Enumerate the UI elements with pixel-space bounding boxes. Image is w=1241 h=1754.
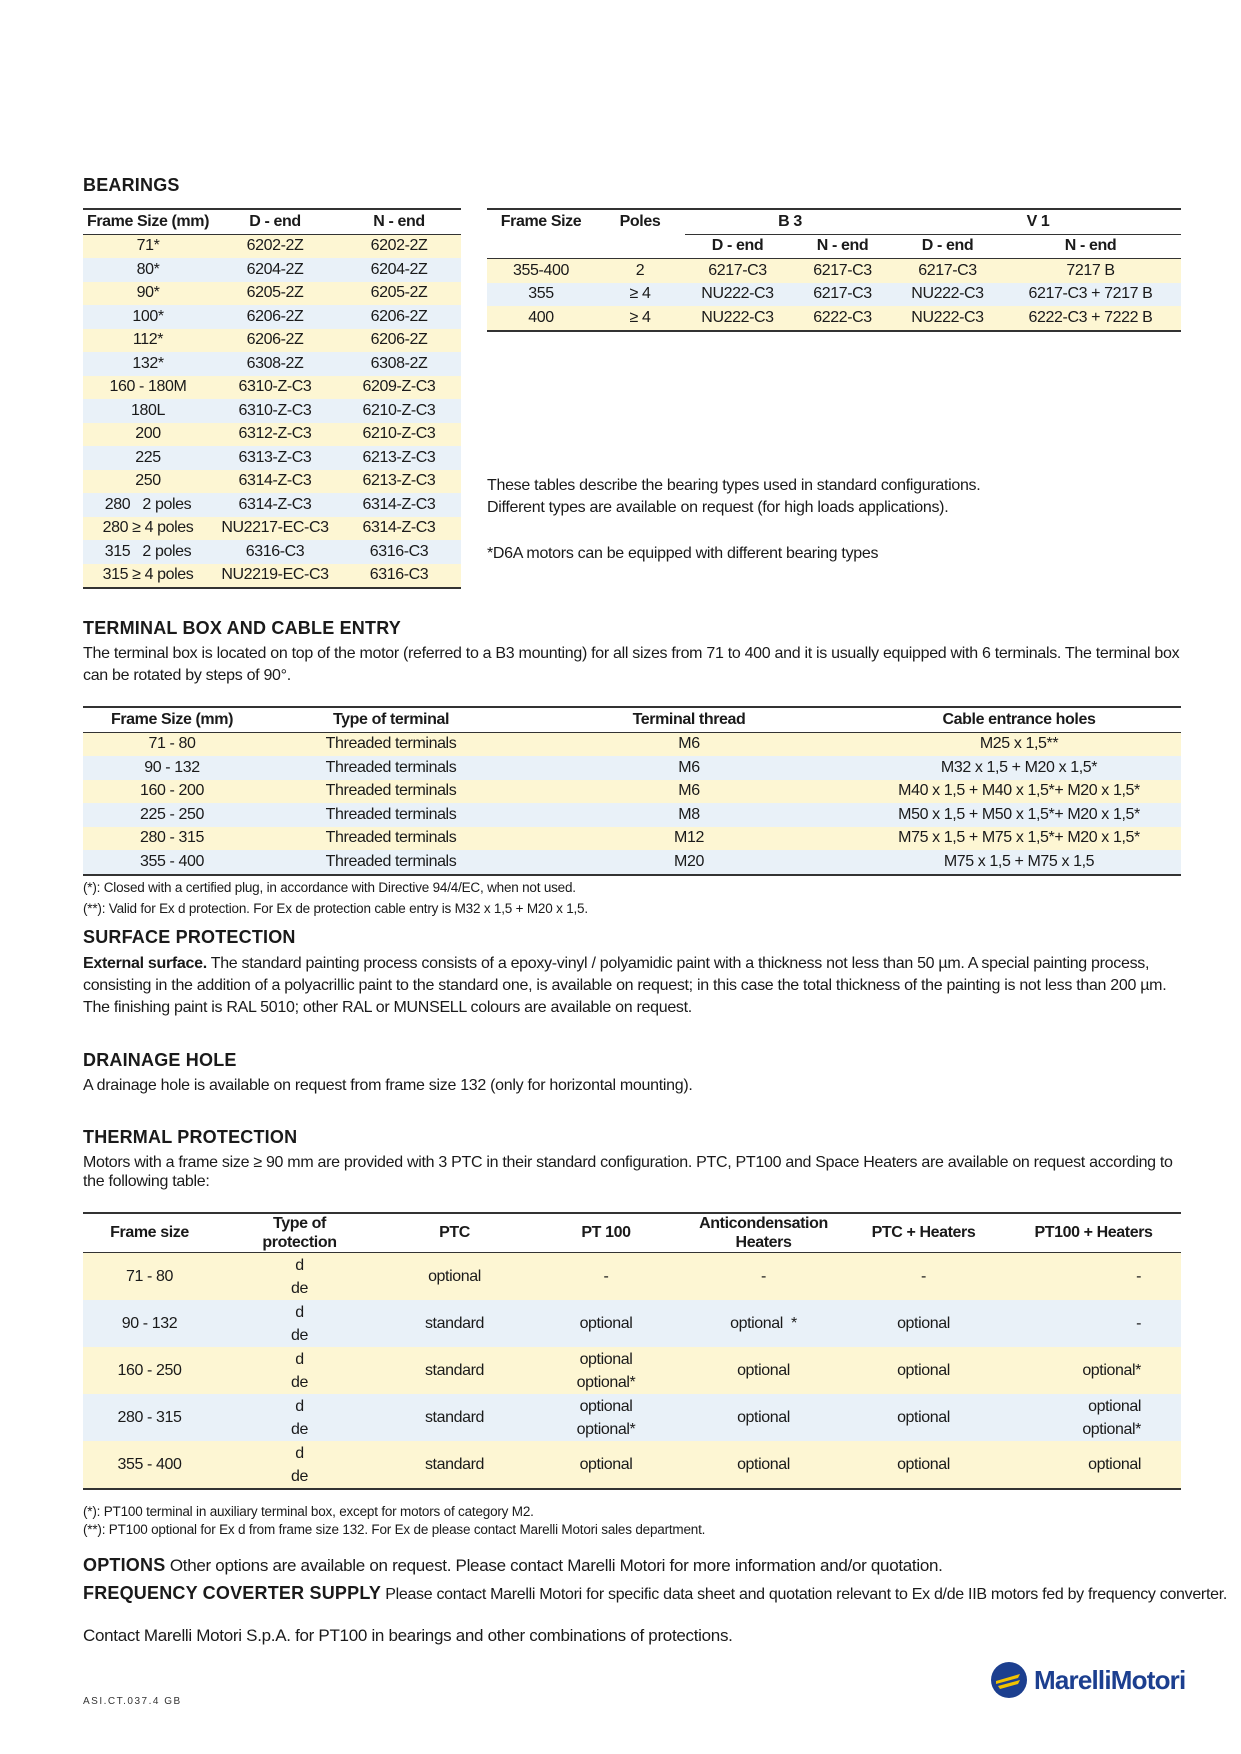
terminal-type-cell: Threaded terminals bbox=[261, 756, 521, 780]
table-row bbox=[83, 780, 1181, 804]
terminal-title: TERMINAL BOX AND CABLE ENTRY bbox=[83, 618, 401, 638]
frame-size-cell: 355-400 bbox=[487, 259, 595, 283]
anticondensation-cell: optional bbox=[686, 1441, 841, 1489]
frame-size-cell: 160 - 180M bbox=[83, 376, 213, 400]
bearings-note-1: These tables describe the bearing types used in standard configurations. bbox=[487, 477, 981, 494]
bearings-title: BEARINGS bbox=[83, 175, 180, 195]
n-end-cell: 6210-Z-C3 bbox=[337, 423, 461, 447]
ptc-heaters-cell: - bbox=[841, 1253, 1006, 1301]
poles-cell: ≥ 4 bbox=[595, 306, 685, 331]
terminal-note-1: (*): Closed with a certified plug, in accordance with Directive 94/4/EC, when not used. bbox=[83, 880, 576, 895]
v1-n-end-cell: 6217-C3 + 7217 B bbox=[1000, 283, 1181, 307]
frame-size-cell: 225 bbox=[83, 446, 213, 470]
terminal-thread-cell: M8 bbox=[521, 803, 857, 827]
frame-size-cell: 71 - 80 bbox=[83, 1253, 216, 1301]
col-pt100-heaters: PT100 + Heaters bbox=[1034, 1224, 1153, 1241]
v1-n-end-cell: 7217 B bbox=[1000, 259, 1181, 283]
frequency-text: Please contact Marelli Motori for specific data sheet and quotation relevant to Ex d/de IIB motors fed by frequency converter. bbox=[385, 1586, 1227, 1603]
col-d-end: D - end bbox=[249, 212, 301, 230]
options-line bbox=[83, 1554, 943, 1577]
frame-size-cell: 200 bbox=[83, 423, 213, 447]
ptc-heaters-cell: optional bbox=[841, 1300, 1006, 1347]
col-type-protection: Type of protection bbox=[262, 1215, 337, 1251]
cable-entrance-cell: M75 x 1,5 + M75 x 1,5*+ M20 x 1,5* bbox=[857, 827, 1181, 851]
b3-d-end-cell: 6217-C3 bbox=[685, 259, 790, 283]
table-row bbox=[83, 803, 1181, 827]
col-poles: Poles bbox=[619, 213, 661, 230]
table-row bbox=[83, 850, 1181, 875]
d-end-cell: 6204-2Z bbox=[213, 258, 337, 282]
terminal-thread-cell: M6 bbox=[521, 780, 857, 804]
pt100-cell: - bbox=[526, 1253, 686, 1301]
v1-n-end-cell: 6222-C3 + 7222 B bbox=[1000, 306, 1181, 331]
frame-size-cell: 355 - 400 bbox=[83, 1441, 216, 1489]
protection-type-cell: d de bbox=[216, 1253, 383, 1301]
marelli-logo-icon bbox=[990, 1661, 1028, 1699]
col-cable-entrance: Cable entrance holes bbox=[942, 710, 1096, 728]
terminal-thread-cell: M6 bbox=[521, 756, 857, 780]
n-end-cell: 6316-C3 bbox=[337, 540, 461, 564]
table-row bbox=[83, 517, 461, 541]
frame-size-cell: 90* bbox=[83, 282, 213, 306]
thermal-table bbox=[83, 1212, 1181, 1490]
terminal-note-2: (**): Valid for Ex d protection. For Ex de protection cable entry is M32 x 1,5 + M20 x 1,5. bbox=[83, 901, 588, 916]
table-row bbox=[83, 1441, 1181, 1489]
d-end-cell: 6312-Z-C3 bbox=[213, 423, 337, 447]
table-row bbox=[83, 1300, 1181, 1347]
d-end-cell: NU2217-EC-C3 bbox=[213, 517, 337, 541]
pt100-cell: optional bbox=[526, 1300, 686, 1347]
anticondensation-cell: optional bbox=[686, 1394, 841, 1441]
protection-type-cell: d de bbox=[216, 1441, 383, 1489]
n-end-cell: 6209-Z-C3 bbox=[337, 376, 461, 400]
frequency-title: FREQUENCY COVERTER SUPPLY bbox=[83, 1583, 382, 1603]
table-row bbox=[83, 827, 1181, 851]
ptc-heaters-cell: optional bbox=[841, 1441, 1006, 1489]
thermal-title: THERMAL PROTECTION bbox=[83, 1127, 298, 1147]
thermal-note-2: (**): PT100 optional for Ex d from frame size 132. For Ex de please contact Marelli Motori sales department. bbox=[83, 1522, 706, 1537]
terminal-type-cell: Threaded terminals bbox=[261, 803, 521, 827]
col-frame-size: Frame size bbox=[110, 1224, 189, 1241]
v1-d-end-cell: NU222-C3 bbox=[895, 306, 1000, 331]
d-end-cell: 6313-Z-C3 bbox=[213, 446, 337, 470]
n-end-cell: 6314-Z-C3 bbox=[337, 517, 461, 541]
col-n-end: N - end bbox=[373, 212, 425, 230]
surface-text bbox=[83, 953, 1183, 1019]
d-end-cell: 6310-Z-C3 bbox=[213, 399, 337, 423]
frame-size-cell: 280 - 315 bbox=[83, 1394, 216, 1441]
frame-size-cell: 355 bbox=[487, 283, 595, 307]
frame-size-cell: 132* bbox=[83, 352, 213, 376]
col-b3-n-end: N - end bbox=[816, 237, 869, 255]
table-row bbox=[83, 329, 461, 353]
table-row bbox=[83, 564, 461, 589]
table-row bbox=[83, 1347, 1181, 1394]
frame-size-cell: 250 bbox=[83, 470, 213, 494]
pt100-heaters-cell: optional optional* bbox=[1006, 1394, 1181, 1441]
frame-size-cell: 280 ≥ 4 poles bbox=[83, 517, 213, 541]
drainage-title: DRAINAGE HOLE bbox=[83, 1050, 237, 1070]
table-row bbox=[487, 306, 1181, 331]
b3-n-end-cell: 6217-C3 bbox=[790, 283, 895, 307]
table-row bbox=[487, 259, 1181, 283]
table-row bbox=[83, 470, 461, 494]
col-b3-d-end: D - end bbox=[711, 237, 764, 255]
col-terminal-thread: Terminal thread bbox=[632, 710, 746, 728]
pt100-cell: optional optional* bbox=[526, 1347, 686, 1394]
drainage-text: A drainage hole is available on request from frame size 132 (only for horizontal mounting). bbox=[83, 1077, 693, 1094]
poles-cell: 2 bbox=[595, 259, 685, 283]
frame-size-cell: 180L bbox=[83, 399, 213, 423]
n-end-cell: 6210-Z-C3 bbox=[337, 399, 461, 423]
b3-d-end-cell: NU222-C3 bbox=[685, 283, 790, 307]
d-end-cell: 6314-Z-C3 bbox=[213, 493, 337, 517]
table-row bbox=[83, 1394, 1181, 1441]
frame-size-cell: 90 - 132 bbox=[83, 756, 261, 780]
d-end-cell: 6310-Z-C3 bbox=[213, 376, 337, 400]
pt100-cell: optional optional* bbox=[526, 1394, 686, 1441]
frame-size-cell: 71 - 80 bbox=[83, 732, 261, 756]
ptc-cell: standard bbox=[383, 1394, 526, 1441]
n-end-cell: 6206-2Z bbox=[337, 305, 461, 329]
thermal-text: Motors with a frame size ≥ 90 mm are provided with 3 PTC in their standard configuration. PTC, PT100 and Space Heaters are available on request according to the following table: bbox=[83, 1154, 1173, 1190]
n-end-cell: 6206-2Z bbox=[337, 329, 461, 353]
table-row bbox=[83, 756, 1181, 780]
n-end-cell: 6204-2Z bbox=[337, 258, 461, 282]
n-end-cell: 6213-Z-C3 bbox=[337, 446, 461, 470]
terminal-type-cell: Threaded terminals bbox=[261, 780, 521, 804]
frame-size-cell: 315 ≥ 4 poles bbox=[83, 564, 213, 589]
ptc-cell: standard bbox=[383, 1300, 526, 1347]
anticondensation-cell: optional bbox=[686, 1347, 841, 1394]
col-frame-size: Frame Size (mm) bbox=[86, 212, 210, 230]
d-end-cell: 6314-Z-C3 bbox=[213, 470, 337, 494]
table-row bbox=[83, 258, 461, 282]
frame-size-cell: 400 bbox=[487, 306, 595, 331]
thermal-note-1: (*): PT100 terminal in auxiliary terminal box, except for motors of category M2. bbox=[83, 1504, 534, 1519]
document-code: ASI.CT.037.4 GB bbox=[83, 1696, 182, 1707]
surface-lead: External surface. bbox=[83, 955, 207, 972]
frame-size-cell: 355 - 400 bbox=[83, 850, 261, 875]
table-row bbox=[83, 1253, 1181, 1301]
brand-logo bbox=[990, 1661, 1185, 1699]
table-row bbox=[83, 234, 461, 258]
brand-name: MarelliMotori bbox=[1034, 1664, 1186, 1695]
pt100-heaters-cell: - bbox=[1006, 1253, 1181, 1301]
ptc-cell: standard bbox=[383, 1441, 526, 1489]
col-anticondensation: Anticondensation Heaters bbox=[699, 1215, 828, 1251]
pt100-heaters-cell: optional bbox=[1006, 1441, 1181, 1489]
frame-size-cell: 315 2 poles bbox=[83, 540, 213, 564]
v1-d-end-cell: NU222-C3 bbox=[895, 283, 1000, 307]
table-row bbox=[83, 423, 461, 447]
col-b3: B 3 bbox=[685, 209, 895, 234]
table-row bbox=[83, 282, 461, 306]
n-end-cell: 6314-Z-C3 bbox=[337, 493, 461, 517]
frame-size-cell: 280 2 poles bbox=[83, 493, 213, 517]
d-end-cell: 6205-2Z bbox=[213, 282, 337, 306]
terminal-thread-cell: M20 bbox=[521, 850, 857, 875]
protection-type-cell: d de bbox=[216, 1347, 383, 1394]
poles-cell: ≥ 4 bbox=[595, 283, 685, 307]
frame-size-cell: 160 - 200 bbox=[83, 780, 261, 804]
frame-size-cell: 100* bbox=[83, 305, 213, 329]
col-v1: V 1 bbox=[895, 209, 1181, 234]
surface-title: SURFACE PROTECTION bbox=[83, 927, 296, 947]
surface-body: The standard painting process consists of a epoxy-vinyl / polyamidic paint with a thickness not less than 50 µm. A special painting process, consisting in the addition of a polyacrillic paint to the standard one, is available on request; in this case the total thickness of the painting is not less than 200 µm. The finishing paint is RAL 5010; other RAL or MUNSELL colours are available on request. bbox=[83, 955, 1167, 1016]
bearings-table-small bbox=[83, 208, 461, 589]
n-end-cell: 6308-2Z bbox=[337, 352, 461, 376]
cable-entrance-cell: M25 x 1,5** bbox=[857, 732, 1181, 756]
col-frame-size: Frame Size (mm) bbox=[110, 710, 234, 728]
frame-size-cell: 112* bbox=[83, 329, 213, 353]
table-row bbox=[83, 352, 461, 376]
d-end-cell: 6206-2Z bbox=[213, 305, 337, 329]
terminal-text: The terminal box is located on top of the motor (referred to a B3 mounting) for all sizes from 71 to 400 and it is usually equipped with 6 terminals. The terminal box can be rotated by steps of 90°. bbox=[83, 645, 1180, 684]
terminal-thread-cell: M12 bbox=[521, 827, 857, 851]
b3-n-end-cell: 6222-C3 bbox=[790, 306, 895, 331]
d-end-cell: 6206-2Z bbox=[213, 329, 337, 353]
terminal-table bbox=[83, 706, 1181, 876]
table-row bbox=[83, 376, 461, 400]
table-row bbox=[83, 446, 461, 470]
col-frame-size: Frame Size bbox=[500, 213, 582, 230]
frame-size-cell: 71* bbox=[83, 234, 213, 258]
v1-d-end-cell: 6217-C3 bbox=[895, 259, 1000, 283]
ptc-cell: optional bbox=[383, 1253, 526, 1301]
table-row bbox=[83, 540, 461, 564]
terminal-type-cell: Threaded terminals bbox=[261, 732, 521, 756]
pt100-cell: optional bbox=[526, 1441, 686, 1489]
protection-type-cell: d de bbox=[216, 1394, 383, 1441]
bearings-note-2: Different types are available on request (for high loads applications). bbox=[487, 499, 949, 516]
terminal-type-cell: Threaded terminals bbox=[261, 827, 521, 851]
col-type-terminal: Type of terminal bbox=[333, 710, 449, 728]
d-end-cell: 6308-2Z bbox=[213, 352, 337, 376]
frame-size-cell: 280 - 315 bbox=[83, 827, 261, 851]
pt100-heaters-cell: - bbox=[1006, 1300, 1181, 1347]
cable-entrance-cell: M32 x 1,5 + M20 x 1,5* bbox=[857, 756, 1181, 780]
frequency-line bbox=[83, 1582, 1227, 1606]
bearings-note-3: *D6A motors can be equipped with different bearing types bbox=[487, 545, 879, 562]
d-end-cell: NU2219-EC-C3 bbox=[213, 564, 337, 589]
n-end-cell: 6213-Z-C3 bbox=[337, 470, 461, 494]
b3-d-end-cell: NU222-C3 bbox=[685, 306, 790, 331]
frame-size-cell: 90 - 132 bbox=[83, 1300, 216, 1347]
anticondensation-cell: optional * bbox=[686, 1300, 841, 1347]
frame-size-cell: 80* bbox=[83, 258, 213, 282]
terminal-type-cell: Threaded terminals bbox=[261, 850, 521, 875]
cable-entrance-cell: M40 x 1,5 + M40 x 1,5*+ M20 x 1,5* bbox=[857, 780, 1181, 804]
ptc-heaters-cell: optional bbox=[841, 1347, 1006, 1394]
d-end-cell: 6316-C3 bbox=[213, 540, 337, 564]
frame-size-cell: 225 - 250 bbox=[83, 803, 261, 827]
table-row bbox=[83, 399, 461, 423]
b3-n-end-cell: 6217-C3 bbox=[790, 259, 895, 283]
table-row bbox=[487, 283, 1181, 307]
d-end-cell: 6202-2Z bbox=[213, 234, 337, 258]
contact-text: Contact Marelli Motori S.p.A. for PT100 in bearings and other combinations of protections. bbox=[83, 1626, 733, 1645]
terminal-thread-cell: M6 bbox=[521, 732, 857, 756]
n-end-cell: 6316-C3 bbox=[337, 564, 461, 589]
ptc-cell: standard bbox=[383, 1347, 526, 1394]
cable-entrance-cell: M75 x 1,5 + M75 x 1,5 bbox=[857, 850, 1181, 875]
col-ptc-heaters: PTC + Heaters bbox=[871, 1224, 976, 1241]
col-v1-n-end: N - end bbox=[1064, 237, 1117, 255]
n-end-cell: 6205-2Z bbox=[337, 282, 461, 306]
anticondensation-cell: - bbox=[686, 1253, 841, 1301]
col-pt100: PT 100 bbox=[581, 1224, 631, 1241]
protection-type-cell: d de bbox=[216, 1300, 383, 1347]
options-title: OPTIONS bbox=[83, 1555, 166, 1575]
col-v1-d-end: D - end bbox=[921, 237, 974, 255]
col-ptc: PTC bbox=[439, 1224, 470, 1241]
cable-entrance-cell: M50 x 1,5 + M50 x 1,5*+ M20 x 1,5* bbox=[857, 803, 1181, 827]
pt100-heaters-cell: optional* bbox=[1006, 1347, 1181, 1394]
table-row bbox=[83, 305, 461, 329]
n-end-cell: 6202-2Z bbox=[337, 234, 461, 258]
options-text: Other options are available on request. Please contact Marelli Motori for more information and/or quotation. bbox=[169, 1556, 943, 1575]
ptc-heaters-cell: optional bbox=[841, 1394, 1006, 1441]
table-row bbox=[83, 732, 1181, 756]
frame-size-cell: 160 - 250 bbox=[83, 1347, 216, 1394]
bearings-table-large bbox=[487, 208, 1181, 332]
table-row bbox=[83, 493, 461, 517]
